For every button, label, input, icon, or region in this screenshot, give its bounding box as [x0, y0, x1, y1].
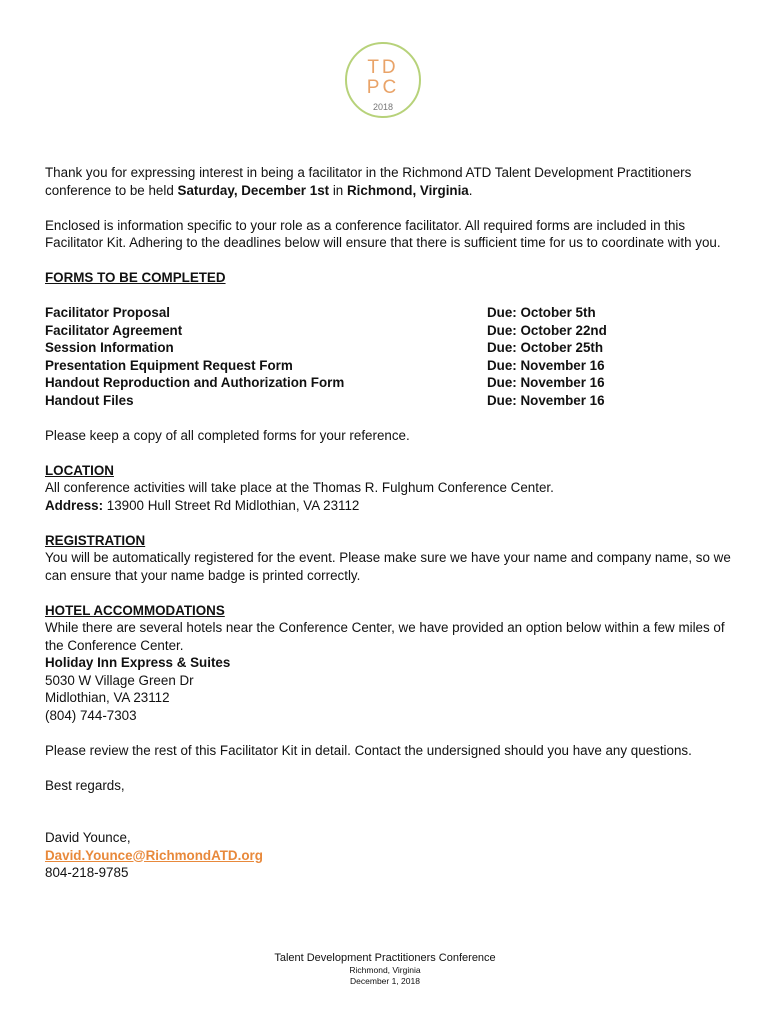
intro-paragraph: Thank you for expressing interest in being a facilitator in the Richmond ATD Talent Development Practitioners conference to be held Saturday, December 1st in Richmond, Virginia.: [45, 165, 692, 198]
footer-city: Richmond, Virginia: [349, 965, 421, 975]
hotel-phone: (804) 744-7303: [45, 707, 137, 723]
form-due: Due: November 16: [487, 375, 605, 390]
location-text: All conference activities will take place at the Thomas R. Fulghum Conference Center.: [45, 480, 554, 495]
signer-phone: 804-218-9785: [45, 865, 129, 880]
logo-line-2: PC: [366, 77, 400, 98]
form-name: Presentation Equipment Request Form: [45, 357, 293, 373]
footer-date: December 1, 2018: [350, 976, 420, 986]
enclosed-paragraph: Enclosed is information specific to your role as a conference facilitator. All required forms are included in this Facilitator Kit. Adhering to the deadlines below will ensure that there is sufficient time for us to coordinate with you.: [45, 217, 721, 250]
regards-text: Best regards,: [45, 777, 125, 793]
registration-heading: REGISTRATION: [45, 532, 146, 548]
page-footer: [0, 951, 770, 987]
form-due: Due: October 25th: [487, 340, 604, 355]
location-heading: LOCATION: [45, 462, 114, 478]
address-value: 13900 Hull Street Rd Midlothian, VA 23112: [103, 497, 360, 513]
location-address: [45, 497, 735, 515]
hotel-text: While there are several hotels near the Conference Center, we have provided an option below within a few miles of the Conference Center.: [45, 620, 725, 653]
form-row: [45, 357, 735, 375]
form-row: [45, 322, 735, 340]
hotel-heading: HOTEL ACCOMMODATIONS: [45, 602, 225, 618]
logo-line-1: TD: [367, 57, 399, 78]
form-due: Due: November 16: [487, 392, 605, 408]
forms-heading: FORMS TO BE COMPLETED: [45, 270, 226, 285]
event-location: Richmond, Virginia: [346, 182, 469, 198]
form-name: Session Information: [45, 340, 174, 355]
event-date: Saturday, December 1st: [177, 182, 330, 198]
form-name: Handout Files: [45, 392, 134, 408]
form-row: [45, 374, 735, 392]
registration-text: You will be automatically registered for the event. Please make sure we have your name and company name, so we can ensure that your name badge is printed correctly.: [45, 550, 731, 583]
form-due: Due: November 16: [487, 357, 605, 373]
form-name: Handout Reproduction and Authorization Form: [45, 375, 345, 390]
review-text: Please review the rest of this Facilitator Kit in detail. Contact the undersigned should you have any questions.: [45, 742, 692, 758]
hotel-name: Holiday Inn Express & Suites: [45, 655, 231, 670]
form-row: [45, 339, 735, 357]
form-row: [45, 392, 735, 410]
form-due: Due: October 5th: [487, 305, 596, 320]
forms-note: Please keep a copy of all completed forms for your reference.: [45, 427, 410, 443]
footer-conference-name: Talent Development Practitioners Conference: [274, 952, 496, 964]
letter-body: [45, 164, 735, 882]
form-due: Due: October 22nd: [487, 322, 607, 338]
hotel-city: Midlothian, VA 23112: [45, 690, 170, 705]
tdpc-logo: [345, 42, 421, 118]
form-name: Facilitator Agreement: [45, 322, 183, 338]
signer-name: David Younce,: [45, 830, 131, 845]
forms-list: [45, 304, 735, 409]
hotel-street: 5030 W Village Green Dr: [45, 672, 194, 688]
form-name: Facilitator Proposal: [45, 305, 171, 320]
logo-year: 2018: [372, 102, 394, 112]
address-label: Address:: [45, 497, 104, 513]
signer-email-link[interactable]: David.Younce@RichmondATD.org: [45, 847, 263, 863]
form-row: [45, 304, 735, 322]
